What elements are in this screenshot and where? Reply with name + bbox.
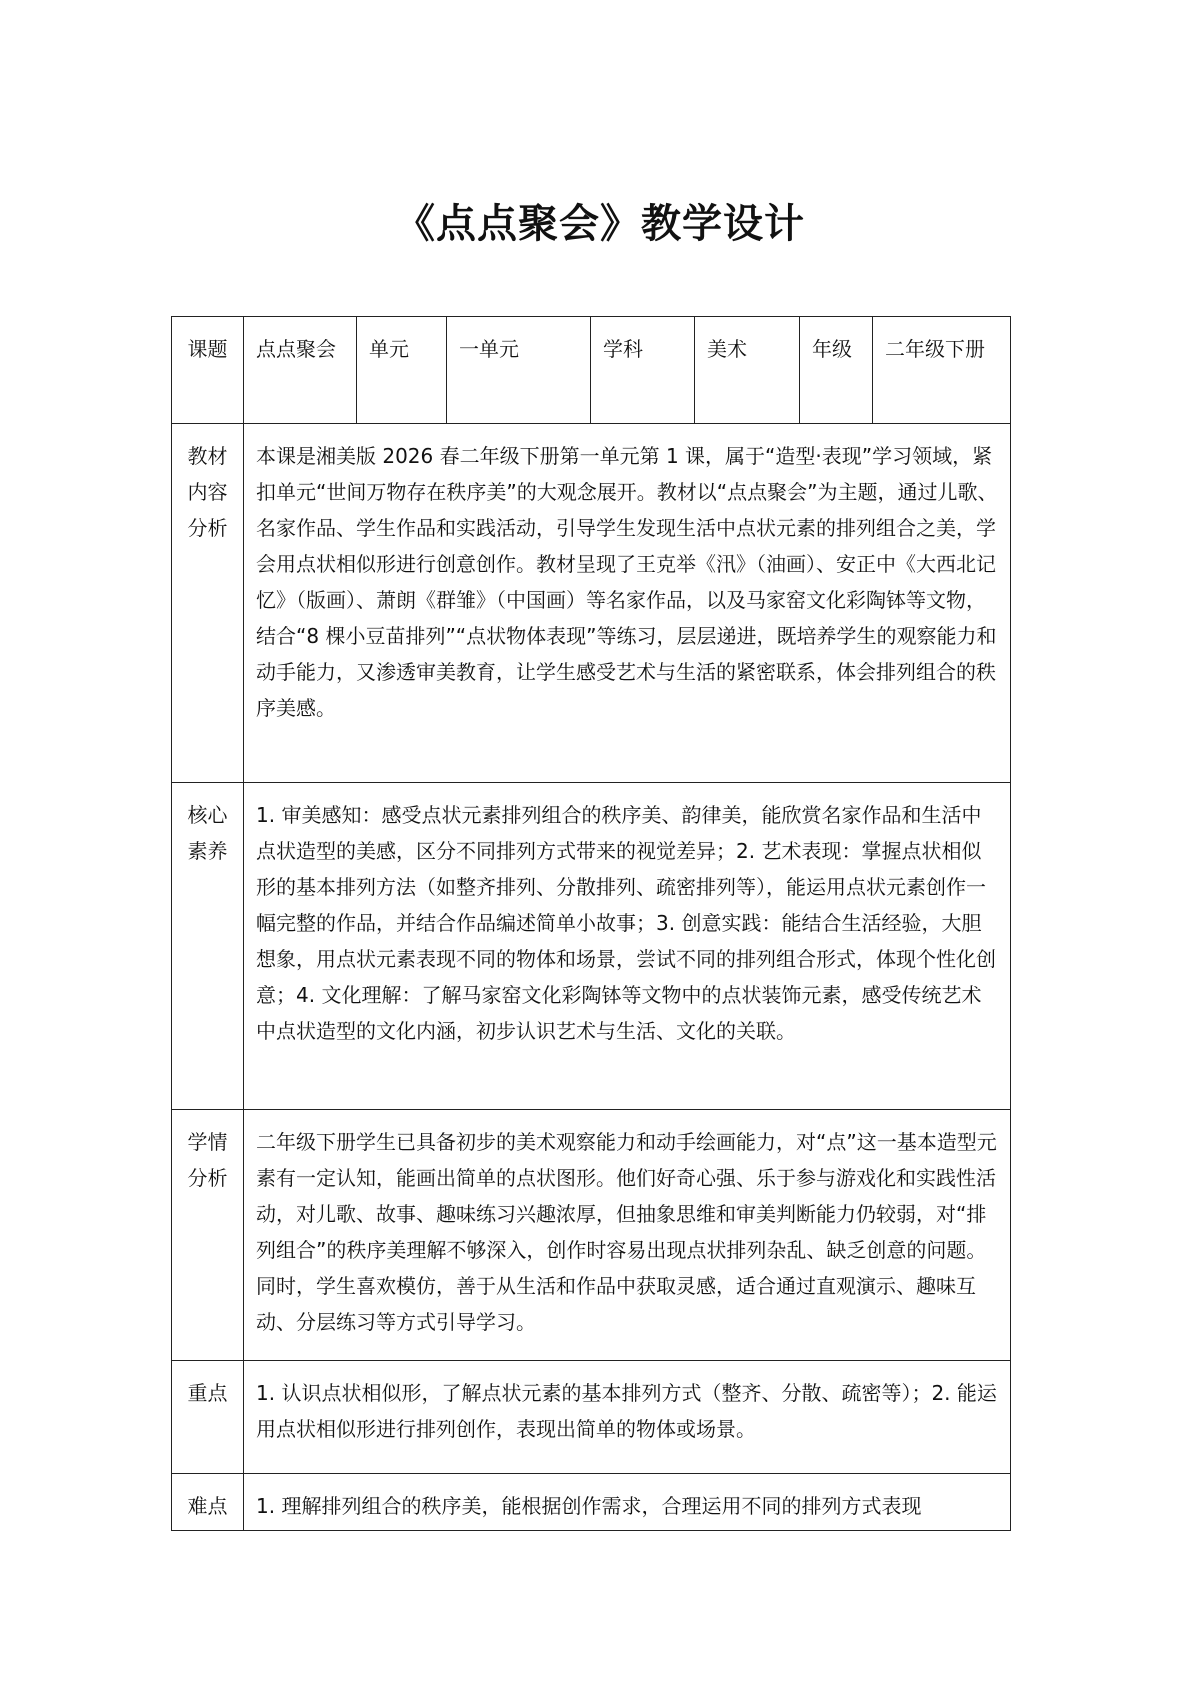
- difficulties-row: [172, 1474, 1011, 1531]
- topic-label: 课题: [172, 317, 244, 424]
- core-literacy-label: 核心素养: [172, 783, 244, 1110]
- subject-label: 学科: [591, 317, 695, 424]
- material-analysis-label: 教材内容分析: [172, 424, 244, 783]
- grade-label: 年级: [800, 317, 873, 424]
- topic-value: 点点聚会: [244, 317, 357, 424]
- document-title: 《点点聚会》教学设计: [395, 201, 805, 247]
- key-points-content: 1. 认识点状相似形，了解点状元素的基本排列方式（整齐、分散、疏密等）；2. 能运用点状相似形进行排列创作，表现出简单的物体或场景。: [244, 1361, 1011, 1474]
- core-literacy-content: 1. 审美感知：感受点状元素排列组合的秩序美、韵律美，能欣赏名家作品和生活中点状造型的美感，区分不同排列方式带来的视觉差异；2. 艺术表现：掌握点状相似形的基本排列方法（如整齐排列、分散排列、疏密排列等），能运用点状元素创作一幅完整的作品，并结合作品编述简单小故事；3. 创意实践：能结合生活经验，大胆想象，用点状元素表现不同的物体和场景，尝试不同的排列组合形式，体现个性化创意；4. 文化理解：了解马家窑文化彩陶钵等文物中的点状装饰元素，感受传统艺术中点状造型的文化内涵，初步认识艺术与生活、文化的关联。: [244, 783, 1011, 1110]
- header-row: [172, 317, 1011, 424]
- grade-value: 二年级下册: [873, 317, 1011, 424]
- lesson-plan-table: [171, 316, 1011, 1531]
- subject-value: 美术: [695, 317, 800, 424]
- unit-value: 一单元: [447, 317, 591, 424]
- key-points-label: 重点: [172, 1361, 244, 1474]
- difficulties-label: 难点: [172, 1474, 244, 1531]
- key-points-row: [172, 1361, 1011, 1474]
- student-analysis-row: [172, 1110, 1011, 1361]
- material-analysis-content: 本课是湘美版 2026 春二年级下册第一单元第 1 课，属于“造型·表现”学习领域，紧扣单元“世间万物存在秩序美”的大观念展开。教材以“点点聚会”为主题，通过儿歌、名家作品、学生作品和实践活动，引导学生发现生活中点状元素的排列组合之美，学会用点状相似形进行创意创作。教材呈现了王克举《汛》（油画）、安正中《大西北记忆》（版画）、萧朗《群雏》（中国画）等名家作品，以及马家窑文化彩陶钵等文物，结合“8 棵小豆苗排列”“点状物体表现”等练习，层层递进，既培养学生的观察能力和动手能力，又渗透审美教育，让学生感受艺术与生活的紧密联系，体会排列组合的秩序美感。: [244, 424, 1011, 783]
- student-analysis-content: 二年级下册学生已具备初步的美术观察能力和动手绘画能力，对“点”这一基本造型元素有一定认知，能画出简单的点状图形。他们好奇心强、乐于参与游戏化和实践性活动，对儿歌、故事、趣味练习兴趣浓厚，但抽象思维和审美判断能力仍较弱，对“排列组合”的秩序美理解不够深入，创作时容易出现点状排列杂乱、缺乏创意的问题。同时，学生喜欢模仿，善于从生活和作品中获取灵感，适合通过直观演示、趣味互动、分层练习等方式引导学习。: [244, 1110, 1011, 1361]
- difficulties-content: 1. 理解排列组合的秩序美，能根据创作需求，合理运用不同的排列方式表现: [244, 1474, 1011, 1531]
- unit-label: 单元: [357, 317, 447, 424]
- material-analysis-row: [172, 424, 1011, 783]
- student-analysis-label: 学情分析: [172, 1110, 244, 1361]
- core-literacy-row: [172, 783, 1011, 1110]
